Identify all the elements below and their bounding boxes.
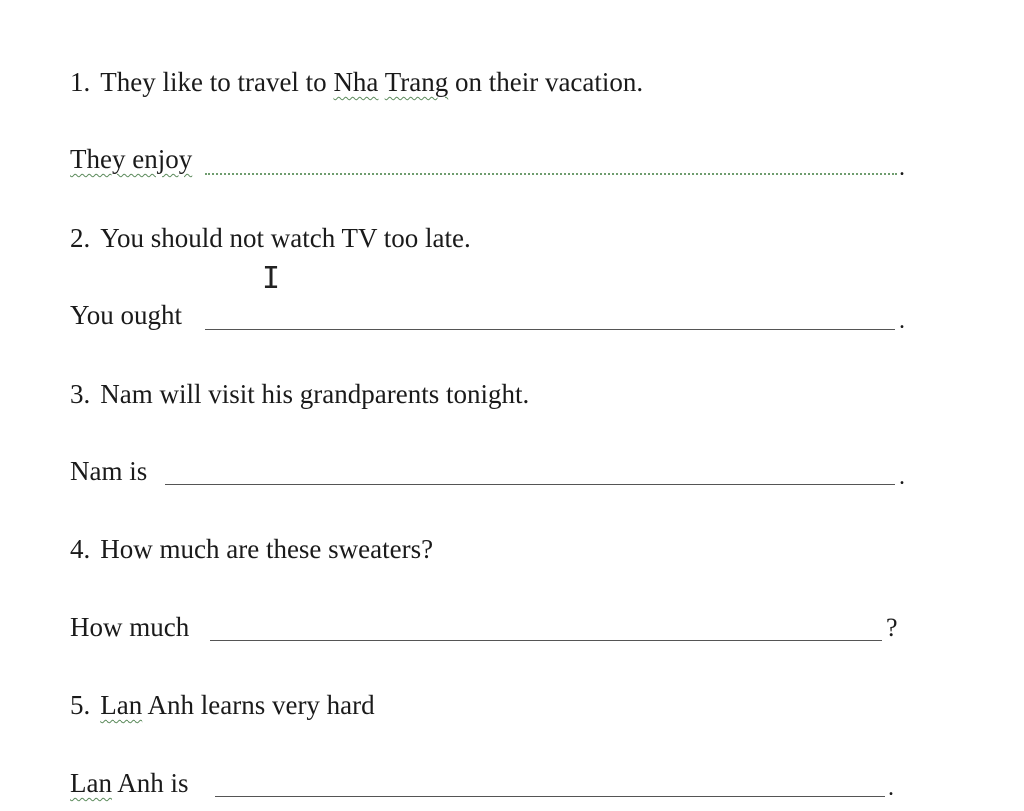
exercise-2-end-mark: . xyxy=(899,308,905,334)
exercise-4-prompt xyxy=(70,611,189,643)
exercise-5-number: 5. xyxy=(70,690,91,720)
exercise-3-prompt-text: Nam is xyxy=(70,456,148,486)
exercise-2-prompt-text: You ought xyxy=(70,300,183,330)
exercise-4-text: How much are these sweaters? xyxy=(100,534,434,564)
exercise-3-text: Nam will visit his grandparents tonight. xyxy=(100,379,530,409)
exercise-1-sentence xyxy=(70,66,643,98)
exercise-1-text: They like to travel to xyxy=(100,67,334,97)
text-cursor-icon: I xyxy=(262,261,281,296)
exercise-5-prompt xyxy=(70,767,189,799)
exercise-1-number: 1. xyxy=(70,67,91,97)
exercise-4-answer-blank[interactable] xyxy=(210,640,882,641)
exercise-5-prompt-text: Anh is xyxy=(111,768,189,798)
exercise-4-number: 4. xyxy=(70,534,91,564)
exercise-2-text: You should not watch TV too late. xyxy=(100,223,471,253)
exercise-4-end-mark: ? xyxy=(886,613,898,642)
exercise-1-answer-blank[interactable] xyxy=(205,173,897,175)
exercise-3-answer-blank[interactable] xyxy=(165,484,895,485)
spellcheck-word-nha: Nha xyxy=(333,67,379,97)
exercise-5-answer-blank[interactable] xyxy=(215,796,885,797)
exercise-5-text: Anh learns very hard xyxy=(142,690,375,720)
spellcheck-word-lan-prompt: Lan xyxy=(70,768,112,798)
exercise-2-number: 2. xyxy=(70,223,91,253)
spellcheck-word-trang: Trang xyxy=(384,67,449,97)
exercise-3-number: 3. xyxy=(70,379,91,409)
spellcheck-word-lan: Lan xyxy=(100,690,143,720)
exercise-2-prompt xyxy=(70,299,182,331)
exercise-3-sentence xyxy=(70,378,529,410)
exercise-4-prompt-text: How much xyxy=(70,612,190,642)
exercise-1-text-end: on their vacation. xyxy=(448,67,644,97)
exercise-5-sentence xyxy=(70,689,375,721)
exercise-2-answer-blank[interactable] xyxy=(205,329,895,330)
exercise-2-sentence xyxy=(70,222,471,254)
exercise-3-prompt xyxy=(70,455,147,487)
exercise-5-end-mark: . xyxy=(888,775,894,801)
exercise-3-end-mark: . xyxy=(899,464,905,490)
exercise-1-prompt xyxy=(70,143,192,175)
exercise-1-prompt-text: They enjoy xyxy=(70,144,193,174)
exercise-1-end-mark: . xyxy=(899,155,905,181)
exercise-4-sentence xyxy=(70,533,433,565)
